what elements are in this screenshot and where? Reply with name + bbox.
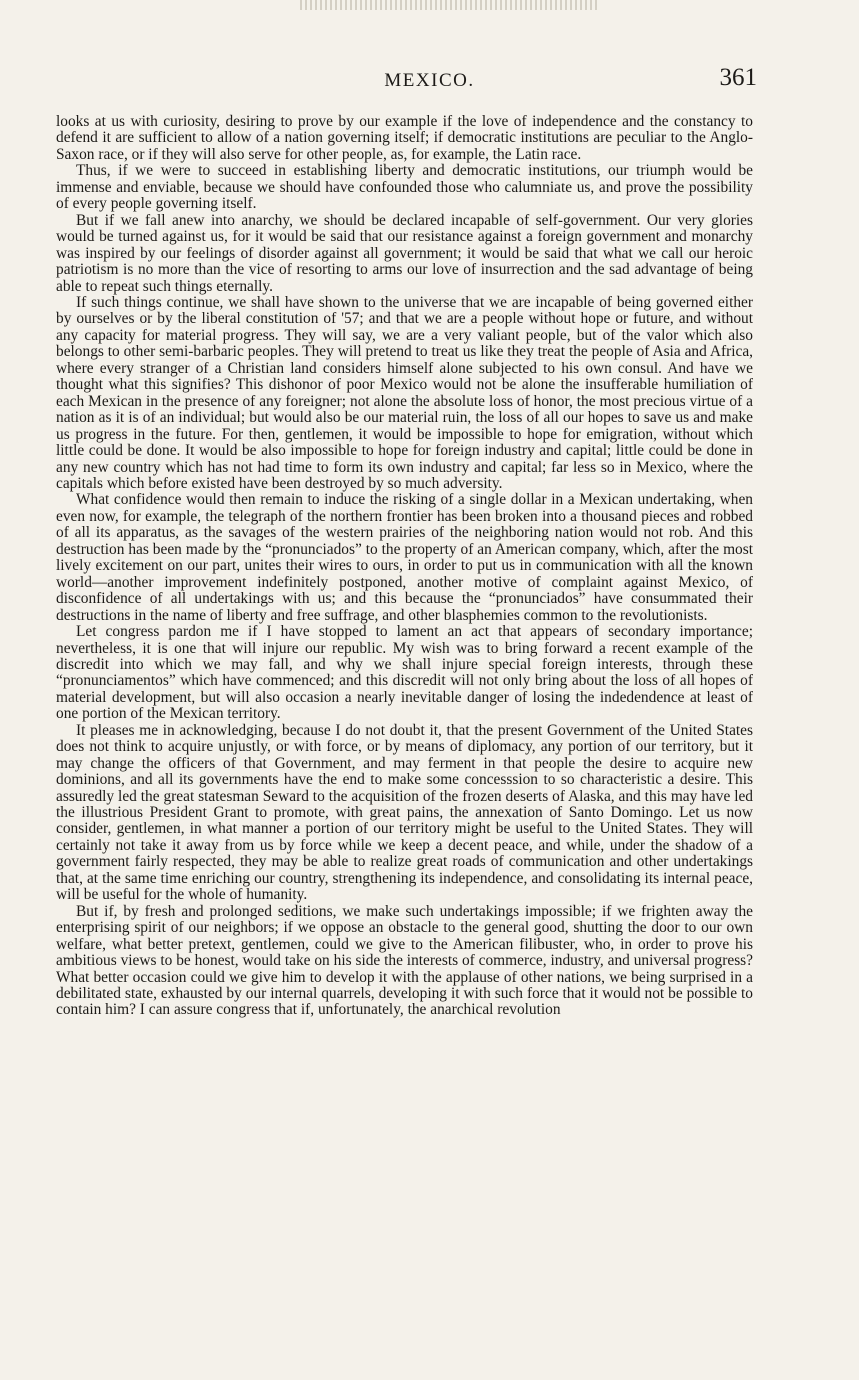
running-title: MEXICO. (384, 70, 475, 91)
paragraph: But if, by fresh and prolonged seditions, we make such undertakings impossible; if we frighten away the enterprising spirit of our neighbors; if we oppose an obstacle to the general good, shutting the door to our own welfare, what better pretext, gentlemen, could we give to the American filibuster, who, in order to prove his ambitious views to be honest, would take on his side the interests of commerce, industry, and universal progress? What better occasion could we give him to develop it with the applause of other nations, we being surprised in a debilitated state, exhausted by our internal quarrels, developing it with such force that it would not be possible to contain him? I can assure congress that if, unfortunately, the anarchical revolution (56, 902, 753, 1019)
body-text (56, 114, 753, 1019)
paragraph: Thus, if we were to succeed in establishing liberty and democratic institutions, our triumph would be immense and enviable, because we should have confounded those who calumniate us, and prove the possibility of every people governing itself. (56, 162, 753, 213)
paragraph: Let congress pardon me if I have stopped to lament an act that appears of secondary importance; nevertheless, it is one that will injure our republic. My wish was to bring forward a recent example of the discredit into which we may fall, and why we shall injure special foreign interests, through these “pronunciamentos” which have commenced; and this discredit will not only bring about the loss of all hopes of material development, but will also occasion a nearly inevitable danger of losing the indedendence at least of one portion of the Mexican territory. (56, 623, 753, 723)
page-header (0, 60, 859, 104)
paragraph: If such things continue, we shall have shown to the universe that we are incapable of being governed either by ourselves or by the liberal constitution of '57; and that we are a people without hope or future, and without any capacity for material progress. They will say, we are a very valiant people, but of the valor which also belongs to other semi-barbaric peoples. They will pretend to treat us like they treat the people of Asia and Africa, where every stranger of a Christian land considers himself alone subjected to his own consul. And have we thought what this signifies? This dishonor of poor Mexico would not be alone the insufferable humiliation of each Mexican in the presence of any foreigner; not alone the absolute loss of honor, the most precious virtue of a nation as it is of an individual; but would also be our material ruin, the loss of all our hopes to save us and make us progress in the future. For then, gentlemen, it would be impossible to hope for emigration, without which little could be done. It would be also impossible to hope for foreign industry and capital; little could be done in any new country which has not had time to form its own industry and capital; far less so in Mexico, where the capitals which before existed have been destroyed by so much adversity. (56, 293, 753, 492)
paragraph-continued: looks at us with curiosity, desiring to prove by our example if the love of independence and the constancy to defend it are sufficient to allow of a nation governing itself; if democratic institutions are peculiar to the Anglo-Saxon race, or if they will also serve for other people, as, for example, the Latin race. (56, 113, 753, 163)
page-number: 361 (719, 64, 757, 91)
scan-artifact (300, 0, 600, 10)
paragraph: It pleases me in acknowledging, because I do not doubt it, that the present Government of the United States does not think to acquire unjustly, or with force, or by means of diplomacy, any portion of our territory, but it may change the officers of that Government, and may ferment in that people the desire to acquire new dominions, and all its governments have the end to make some concesssion to so characteristic a desire. This assuredly led the great statesman Seward to the acquisition of the frozen deserts of Alaska, and this may have led the illustrious President Grant to promote, with great pains, the annexation of Santo Domingo. Let us now consider, gentlemen, in what manner a portion of our territory might be useful to the United States. They will certainly not take it away from us by force while we keep a decent peace, and while, under the shadow of a government fairly respected, they may be able to realize great roads of communication and other undertakings that, at the same time enriching our country, strengthening its independence, and consolidating its internal peace, will be useful for the whole of humanity. (56, 721, 753, 904)
paragraph: What confidence would then remain to induce the risking of a single dollar in a Mexican undertaking, when even now, for example, the telegraph of the northern frontier has been broken into a thousand pieces and robbed of all its apparatus, as the savages of the western prairies of the neighboring nation would not rob. And this destruction has been made by the “pronunciados” to the property of an American company, which, after the most lively excitement on our part, unites their wires to ours, in order to put us in communication with all the known world—another improvement indefinitely postponed, another motive of complaint against Mexico, of disconfidence of all undertakings with us; and this because the “pronunciados” have consummated their destructions in the name of liberty and free suffrage, and other blasphemies common to the revolutionists. (56, 491, 753, 624)
paragraph: But if we fall anew into anarchy, we should be declared incapable of self-government. Our very glories would be turned against us, for it would be said that our resistance against a foreign government and monarchy was inspired by our feelings of disorder against all government; it would be said that what we call our heroic patriotism is no more than the vice of resorting to arms our love of insurrection and the sad advantage of being able to repeat such things eternally. (56, 211, 753, 295)
